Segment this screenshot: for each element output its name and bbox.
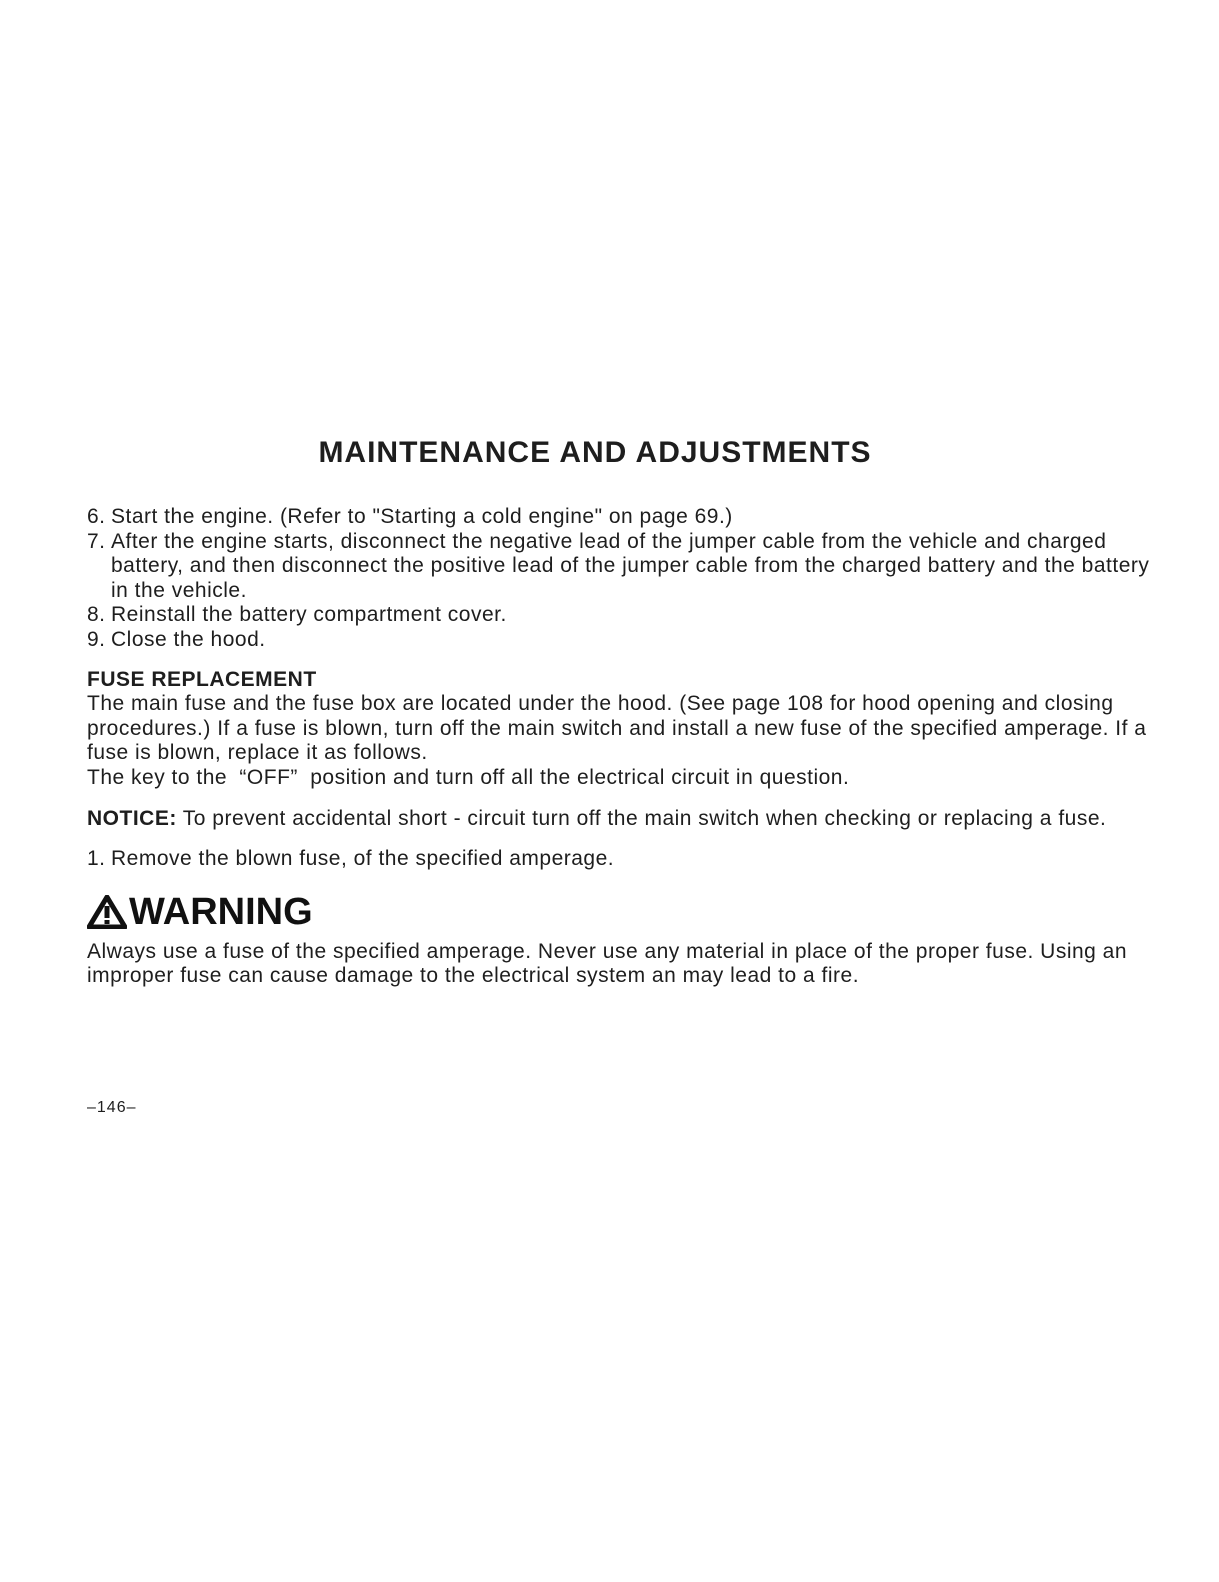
list-item	[87, 530, 1167, 604]
steps-list-top	[87, 505, 1167, 653]
section-heading: FUSE REPLACEMENT	[87, 667, 317, 691]
off-label: “OFF”	[239, 765, 298, 789]
step-text: Start the engine. (Refer to "Starting a cold engine" on page 69.)	[111, 505, 733, 528]
steps-list-bottom	[87, 847, 1167, 872]
warning-text: Always use a fuse of the specified amperage. Never use any material in place of the proper fuse. Using an improper fuse can cause damage to the electrical system an may lead to a fire.	[87, 939, 1128, 988]
list-item	[87, 847, 1167, 872]
content	[87, 505, 1167, 989]
fuse-paragraph: The main fuse and the fuse box are located under the hood. (See page 108 for hood opening and closing procedures.) If a fuse is blown, turn off the main switch and install a new fuse of the specified amperage. If a fuse is blown, replace it as follows.	[87, 692, 1147, 765]
key-line-prefix: The key to the	[87, 765, 228, 789]
key-line-suffix: position and turn off all the electrical circuit in question.	[310, 765, 850, 789]
notice-text: To prevent accidental short - circuit turn off the main switch when checking or replacing a fuse.	[182, 806, 1107, 830]
notice-block	[87, 807, 1167, 832]
list-item	[87, 628, 1167, 653]
step-number: 6.	[87, 505, 106, 528]
step-text: Close the hood.	[111, 627, 266, 651]
key-line	[87, 766, 1167, 791]
warning-heading	[87, 890, 1167, 934]
step-number: 9.	[87, 627, 106, 651]
list-item	[87, 505, 1167, 530]
step-text: After the engine starts, disconnect the negative lead of the jumper cable from the vehicle and charged battery, and then disconnect the positive lead of the jumper cable from the charged battery and the battery in the vehicle.	[111, 529, 1150, 602]
step-text: Reinstall the battery compartment cover.	[111, 603, 507, 627]
warning-label: WARNING	[129, 890, 313, 933]
step-number: 8.	[87, 603, 106, 627]
page-title: MAINTENANCE AND ADJUSTMENTS	[318, 436, 872, 469]
list-item	[87, 603, 1167, 628]
step-text: Remove the blown fuse, of the specified amperage.	[111, 847, 615, 871]
page-number: –146–	[87, 1099, 137, 1116]
warning-triangle-icon	[87, 895, 127, 929]
step-number: 1.	[87, 847, 106, 871]
notice-label: NOTICE:	[87, 806, 177, 830]
step-number: 7.	[87, 529, 106, 553]
